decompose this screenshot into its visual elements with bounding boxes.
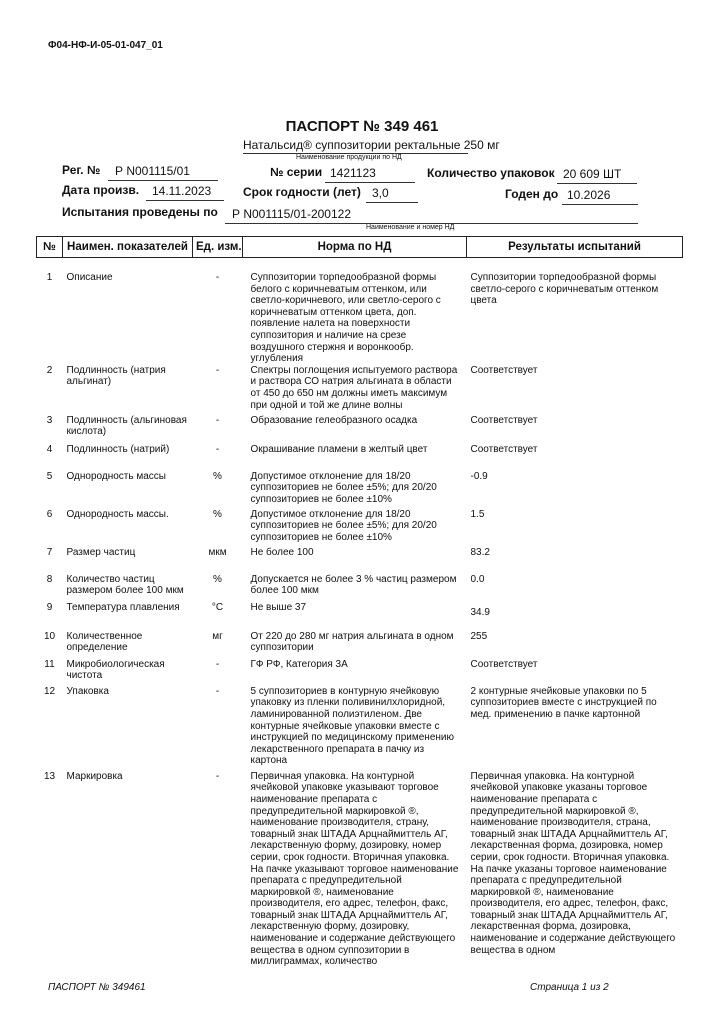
series-underline	[325, 182, 415, 183]
row-num: 2	[46, 364, 53, 376]
row-num: 6	[46, 508, 53, 520]
reg-value: Р N001115/01	[115, 164, 190, 178]
row-unit: -	[215, 272, 220, 283]
table-row	[37, 415, 683, 444]
row-name: Температура плавления	[66, 601, 180, 613]
valid-value: 10.2026	[567, 188, 611, 202]
row-unit: %	[213, 470, 222, 482]
date-label: Дата произв.	[62, 183, 140, 197]
row-result: 2 контурные ячейковые упаковки по 5 суппозиториев вместе с инструкцией по мед. применению в пачке картонной	[470, 685, 657, 720]
table-row	[37, 547, 683, 574]
row-result: Первичная упаковка. На контурной ячейковой упаковке указаны торговое наименование препарата с предупредительной маркировкой ®, наименование производителя, страна, товарный знак ШТАДА Арцнаймиттель АГ, лекарственная форма, дозировка, номер серии, срок годности. Вторичная упаковка. На пачке указаны торговое наименование препарата с предупредительной маркировкой ®, наименование производителя, его адрес, телефон, факс, товарный знак ШТАДА Арцнаймиттель АГ, лекарственная форма, дозировка, наименование и содержание действующего вещества в одном	[470, 770, 676, 956]
row-unit: -	[215, 658, 220, 670]
row-num: 9	[46, 601, 53, 613]
qty-value: 20 609 ШТ	[563, 167, 622, 181]
row-norm: Не выше 37	[250, 601, 307, 613]
product-name: Натальсид® суппозитории ректальные 250 мг	[243, 138, 500, 152]
series-value: 1421123	[330, 166, 376, 180]
reg-underline	[108, 180, 218, 181]
row-name: Маркировка	[66, 770, 123, 782]
row-result: 34.9	[470, 606, 490, 618]
row-name: Подлинность (натрий)	[66, 443, 170, 455]
row-norm: Допускается не более 3 % частиц размером более 100 мкм	[250, 573, 457, 597]
qty-underline	[557, 183, 637, 184]
date-underline	[146, 200, 224, 201]
row-num: 1	[46, 272, 53, 283]
valid-underline	[562, 204, 638, 205]
table-header-row	[37, 237, 683, 258]
table-row	[37, 686, 683, 771]
table-row	[37, 365, 683, 415]
row-name: Упаковка	[66, 685, 109, 697]
series-label: № серии	[270, 165, 323, 179]
page-title: ПАСПОРТ № 349 461	[285, 118, 439, 135]
row-norm: Допустимое отклонение для 18/20 суппозиториев не более ±5%; для 20/20 суппозиториев не более ±10%	[250, 508, 437, 543]
row-norm: Суппозитории торпедообразной формы белого с коричневатым оттенком, или светло-коричневого, или светло-серого с коричневатым оттенком цвета, доп. появление налета на поверхности суппозитория и наличие на срезе воздушного стержня и воронкообр. углубления	[250, 272, 441, 365]
row-name: Подлинность (альгиновая кислота)	[66, 414, 187, 438]
row-name: Однородность массы.	[66, 508, 169, 520]
header-unit: Ед. изм.	[193, 237, 243, 258]
row-result: 1.5	[470, 508, 485, 520]
row-norm: Допустимое отклонение для 18/20 суппозиториев не более ±5%; для 20/20 суппозиториев не более ±10%	[250, 470, 437, 505]
row-unit: -	[215, 685, 220, 697]
table-row	[37, 471, 683, 509]
row-unit: -	[215, 443, 220, 455]
row-num: 7	[46, 546, 53, 558]
row-name: Микробиологическая чистота	[66, 658, 165, 682]
row-norm: ГФ РФ, Категория 3А	[250, 658, 348, 670]
header-result: Результаты испытаний	[467, 237, 683, 258]
row-result: 255	[470, 630, 488, 642]
row-unit: %	[213, 573, 222, 585]
row-result: 0.0	[470, 573, 485, 585]
row-norm: Спектры поглощения испытуемого раствора и раствора СО натрия альгината в области от 450 до 650 нм должны иметь максимум при одной и той же длине волны	[250, 364, 458, 411]
tests-caption: Наименование и номер НД	[366, 224, 455, 231]
header-name: Наимен. показателей	[63, 237, 193, 258]
table-row	[37, 258, 683, 365]
row-result: Соответствует	[470, 443, 538, 455]
row-name: Количество частиц размером более 100 мкм	[66, 573, 184, 597]
row-num: 4	[46, 443, 53, 455]
header-num: №	[37, 237, 63, 258]
results-table	[36, 236, 683, 969]
document-code: Ф04-НФ-И-05-01-047_01	[48, 40, 163, 51]
row-result: 83.2	[470, 546, 490, 558]
product-caption: Наименование продукции по НД	[296, 154, 402, 161]
row-name: Размер частиц	[66, 546, 136, 558]
date-value: 14.11.2023	[152, 184, 212, 198]
table-row	[37, 574, 683, 602]
tests-value: Р N001115/01-200122	[232, 207, 351, 221]
tests-label: Испытания проведены по	[62, 205, 218, 219]
table-row	[37, 509, 683, 547]
row-num: 10	[43, 630, 56, 642]
row-name: Подлинность (натрия альгинат)	[66, 364, 166, 388]
row-unit: -	[215, 364, 220, 376]
row-norm: 5 суппозиториев в контурную ячейковую упаковку из пленки поливинилхлоридной, ламинированной полиэтиленом. Две контурные ячейковые упаковки вместе с инструкцией по медицинскому применению лекарственного препарата в пачку из картона	[250, 685, 454, 767]
header-norm: Норма по НД	[243, 237, 467, 258]
row-norm: Не более 100	[250, 546, 314, 558]
valid-label: Годен до	[505, 187, 559, 201]
row-num: 5	[46, 470, 53, 482]
footer-page-number: Страница 1 из 2	[530, 982, 609, 993]
row-num: 12	[43, 685, 56, 697]
row-result: -0.9	[470, 470, 488, 482]
shelf-label: Срок годности (лет)	[243, 185, 361, 199]
shelf-underline	[366, 202, 418, 203]
row-num: 3	[46, 414, 53, 426]
table-row	[37, 444, 683, 471]
row-result: Суппозитории торпедообразной формы светло-серого с коричневатым оттенком цвета	[470, 272, 659, 307]
table-row	[37, 602, 683, 631]
table-row	[37, 631, 683, 659]
row-unit: -	[215, 414, 220, 426]
row-unit: мг	[212, 630, 223, 642]
table-row	[37, 659, 683, 686]
shelf-value: 3,0	[372, 186, 389, 200]
row-norm: Окрашивание пламени в желтый цвет	[250, 443, 428, 455]
row-unit: °С	[211, 601, 224, 613]
row-name: Однородность массы	[66, 470, 166, 482]
row-norm: Образование гелеобразного осадка	[250, 414, 418, 426]
row-norm: Первичная упаковка. На контурной ячейковой упаковке указывают торговое наименование препарата с предупредительной маркировкой ®, наименование производителя, страну, товарный знак ШТАДА Арцнаймиттель АГ, лекарственную форму, дозировку, номер серии, срок годности. Вторичная упаковка. На пачке указывают торговое наименование препарата с предупредительной маркировкой ®, наименование производителя, его адрес, телефон, факс, товарный знак ШТАДА Арцнаймиттель АГ, лекарственную форму, дозировку, наименование и содержание действующего вещества в одном суппозитории в миллиграммах, количество	[250, 770, 459, 968]
row-unit: -	[215, 770, 220, 782]
footer-passport: ПАСПОРТ № 349461	[48, 982, 146, 993]
row-result: Соответствует	[470, 414, 538, 426]
row-num: 8	[46, 573, 53, 585]
qty-label: Количество упаковок	[427, 166, 555, 180]
row-norm: От 220 до 280 мг натрия альгината в одном суппозитории	[250, 630, 454, 654]
reg-label: Рег. №	[62, 163, 101, 177]
table-row	[37, 771, 683, 969]
row-unit: %	[213, 508, 222, 520]
row-result: Соответствует	[470, 364, 538, 376]
row-unit: мкм	[208, 546, 227, 558]
row-num: 13	[43, 770, 56, 782]
row-result: Соответствует	[470, 658, 538, 670]
row-num: 11	[44, 658, 55, 670]
row-name: Описание	[66, 272, 113, 283]
row-name: Количественное определение	[66, 630, 143, 654]
